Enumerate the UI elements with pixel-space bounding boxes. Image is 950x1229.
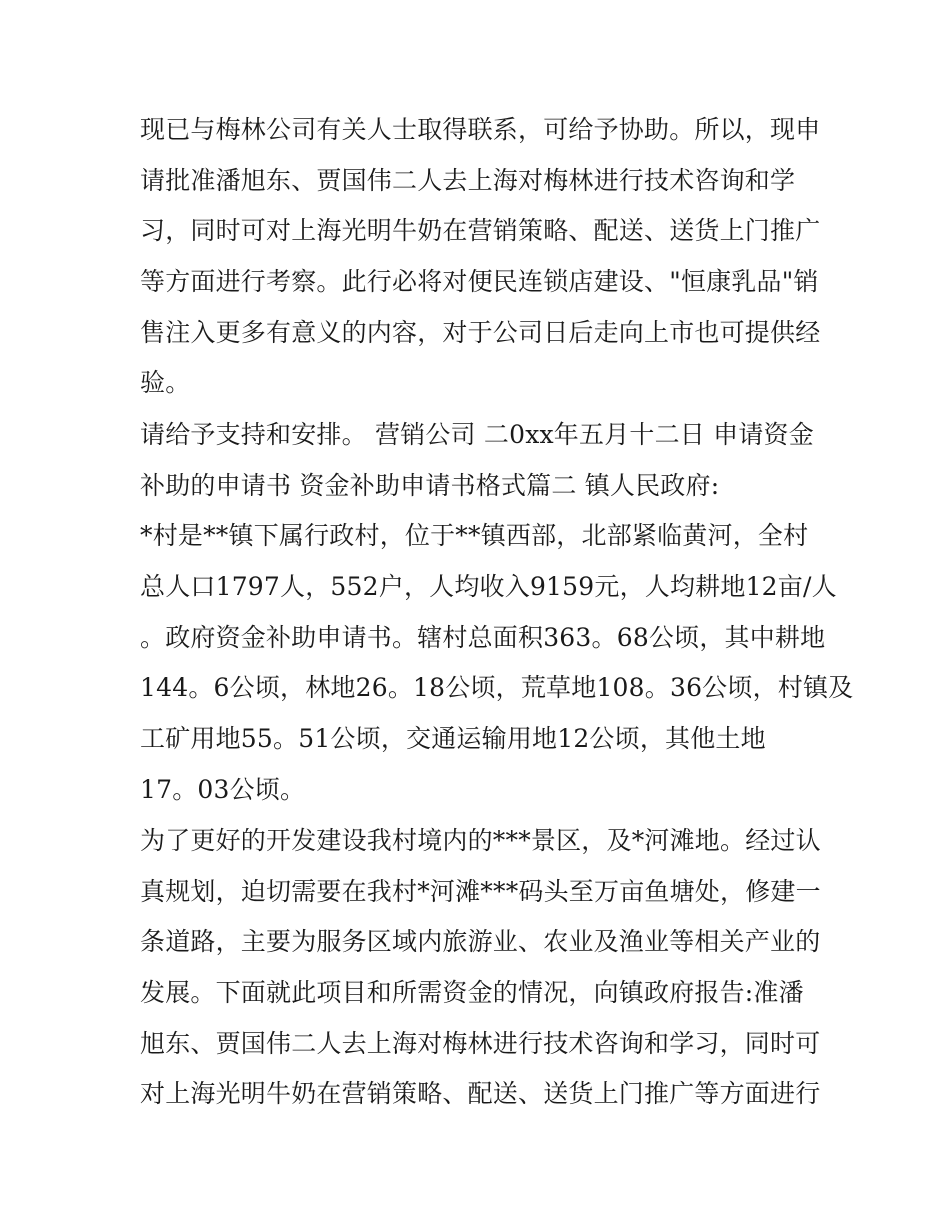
paragraph-1 — [140, 105, 820, 409]
paragraph-2-line: 工矿用地55。51公顷，交通运输用地12公顷，其他土地 — [140, 724, 766, 754]
paragraph-3-line: 对上海光明牛奶在营销策略、配送、送货上门推广等方面进行 — [140, 1079, 821, 1109]
paragraph-3-line: 发展。下面就此项目和所需资金的情况，向镇政府报告:准潘 — [140, 978, 804, 1008]
paragraph-1-line: 验。 — [140, 368, 191, 398]
paragraph-2-line: *村是**镇下属行政村，位于**镇西部，北部紧临黄河，全村 — [140, 521, 809, 551]
paragraph-3 — [140, 816, 820, 1120]
paragraph-2-line: 补助的申请书 资金补助申请书格式篇二 镇人民政府: — [140, 470, 720, 500]
paragraph-1-line: 售注入更多有意义的内容，对于公司日后走向上市也可提供经 — [140, 317, 821, 347]
paragraph-3-line: 旭东、贾国伟二人去上海对梅林进行技术咨询和学习，同时可 — [140, 1028, 821, 1058]
paragraph-1-line: 请批准潘旭东、贾国伟二人去上海对梅林进行技术咨询和学 — [140, 165, 796, 195]
paragraph-3-line: 条道路，主要为服务区域内旅游业、农业及渔业等相关产业的 — [140, 927, 821, 957]
paragraph-1-line: 现已与梅林公司有关人士取得联系，可给予协助。所以，现申 — [140, 115, 821, 144]
paragraph-2-line: 总人口1797人，552户，人均收入9159元，人均耕地12亩/人 — [140, 572, 837, 602]
paragraph-1-line: 习，同时可对上海光明牛奶在营销策略、配送、送货上门推广 — [140, 216, 821, 246]
paragraph-2-line: 144。6公顷，林地26。18公顷，荒草地108。36公顷，村镇及 — [140, 673, 854, 703]
paragraph-3-line: 真规划，迫切需要在我村*河滩***码头至万亩鱼塘处，修建一 — [140, 876, 821, 906]
paragraph-1-line: 等方面进行考察。此行必将对便民连锁店建设、"恒康乳品"销 — [140, 267, 819, 297]
paragraph-2-line: 请给予支持和安排。 营销公司 二0xx年五月十二日 申请资金 — [140, 420, 814, 449]
paragraph-3-line: 为了更好的开发建设我村境内的***景区，及*河滩地。经过认 — [140, 826, 821, 855]
paragraph-2-line: 。政府资金补助申请书。辖村总面积363。68公顷，其中耕地 — [140, 622, 826, 652]
paragraph-2-line: 17。03公顷。 — [140, 774, 306, 804]
paragraph-2 — [140, 410, 854, 816]
